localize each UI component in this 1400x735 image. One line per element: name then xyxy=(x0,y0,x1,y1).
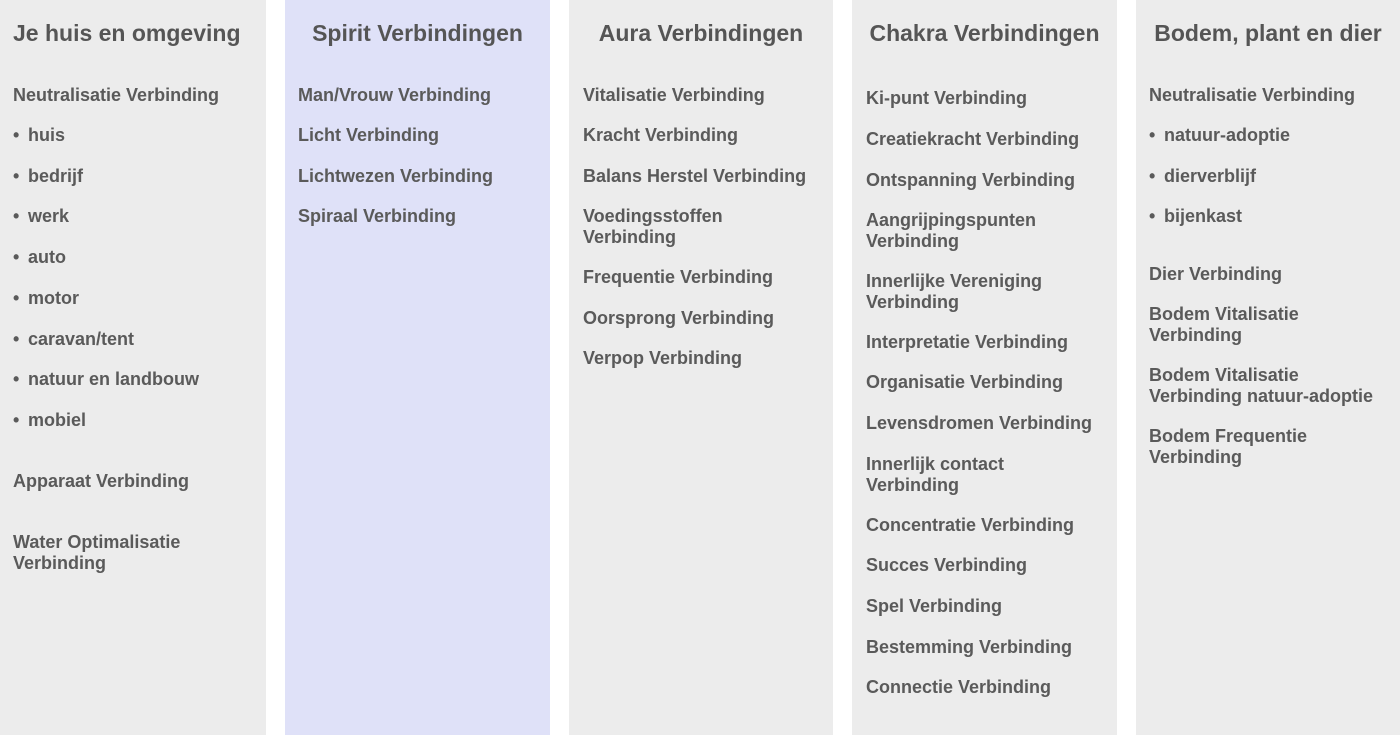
menu-link-bestemming-verbinding[interactable] xyxy=(866,637,1072,658)
menu-link-label: mobiel xyxy=(28,410,87,430)
menu-link-caravan-tent[interactable] xyxy=(13,329,134,350)
menu-link-dier-verbinding[interactable] xyxy=(1149,264,1282,285)
menu-link-label: Innerlijk contact Verbinding xyxy=(866,454,1005,495)
menu-link-label: dierverblijf xyxy=(1164,166,1257,186)
bullet-icon xyxy=(1149,206,1164,226)
menu-link-label: Levensdromen Verbinding xyxy=(866,413,1093,433)
menu-link-innerlijk-contact-verbinding[interactable] xyxy=(866,454,1004,495)
menu-link-label: Kracht Verbinding xyxy=(583,125,739,145)
menu-link-label: Voedingsstoffen Verbinding xyxy=(583,206,723,247)
menu-link-neutralisatie-verbinding[interactable] xyxy=(13,85,219,106)
menu-link-label: Aangrijpingspunten Verbinding xyxy=(866,210,1036,251)
menu-link-bodem-vitalisatie-verbinding-natuur-adoptie[interactable] xyxy=(1149,365,1373,406)
menu-link-organisatie-verbinding[interactable] xyxy=(866,372,1063,393)
menu-link-label: Bodem Vitalisatie Verbinding xyxy=(1149,304,1299,345)
bullet-icon xyxy=(13,410,28,430)
menu-link-concentratie-verbinding[interactable] xyxy=(866,515,1074,536)
menu-link-water-optimalisatie-verbinding[interactable] xyxy=(13,532,180,573)
menu-link-vitalisatie-verbinding[interactable] xyxy=(583,85,765,106)
bullet-icon xyxy=(13,125,28,145)
menu-link-neutralisatie-verbinding[interactable] xyxy=(1149,85,1355,106)
bullet-icon xyxy=(13,166,28,186)
column-spirit-verbindingen xyxy=(285,0,550,735)
menu-link-label: caravan/tent xyxy=(28,329,135,349)
menu-link-dierverblijf[interactable] xyxy=(1149,166,1256,187)
menu-link-label: Bodem Frequentie Verbinding xyxy=(1149,426,1308,467)
menu-link-werk[interactable] xyxy=(13,206,69,227)
menu-link-spel-verbinding[interactable] xyxy=(866,596,1002,617)
menu-link-label: Balans Herstel Verbinding xyxy=(583,166,807,186)
menu-link-label: auto xyxy=(28,247,66,267)
bullet-icon xyxy=(13,288,28,308)
menu-link-auto[interactable] xyxy=(13,247,66,268)
menu-link-label: Bodem Vitalisatie Verbinding natuur-adoptie xyxy=(1149,365,1373,406)
column-je-huis-en-omgeving xyxy=(0,0,266,735)
menu-link-label: Licht Verbinding xyxy=(298,125,440,145)
menu-link-connectie-verbinding[interactable] xyxy=(866,677,1051,698)
menu-link-man-vrouw-verbinding[interactable] xyxy=(298,85,491,106)
menu-link-ontspanning-verbinding[interactable] xyxy=(866,170,1075,191)
menu-link-voedingsstoffen-verbinding[interactable] xyxy=(583,206,723,247)
menu-link-bijenkast[interactable] xyxy=(1149,206,1242,227)
menu-link-bedrijf[interactable] xyxy=(13,166,83,187)
menu-link-label: Neutralisatie Verbinding xyxy=(1149,85,1356,105)
menu-link-huis[interactable] xyxy=(13,125,65,146)
menu-link-label: Man/Vrouw Verbinding xyxy=(298,85,492,105)
menu-link-label: Lichtwezen Verbinding xyxy=(298,166,494,186)
menu-link-innerlijke-vereniging-verbinding[interactable] xyxy=(866,271,1042,312)
menu-link-lichtwezen-verbinding[interactable] xyxy=(298,166,493,187)
column-bodem-plant-en-dier xyxy=(1136,0,1400,735)
menu-link-label: Oorsprong Verbinding xyxy=(583,308,775,328)
column-title: Chakra Verbindingen xyxy=(869,20,1100,46)
menu-link-verpop-verbinding[interactable] xyxy=(583,348,742,369)
menu-link-interpretatie-verbinding[interactable] xyxy=(866,332,1068,353)
menu-link-natuur-en-landbouw[interactable] xyxy=(13,369,199,390)
menu-link-label: bedrijf xyxy=(28,166,84,186)
menu-link-bodem-vitalisatie-verbinding[interactable] xyxy=(1149,304,1299,345)
bullet-icon xyxy=(13,206,28,226)
menu-link-balans-herstel-verbinding[interactable] xyxy=(583,166,806,187)
menu-link-natuur-adoptie[interactable] xyxy=(1149,125,1290,146)
menu-link-label: Dier Verbinding xyxy=(1149,264,1283,284)
menu-link-aangrijpingspunten-verbinding[interactable] xyxy=(866,210,1036,251)
menu-link-label: Ki-punt Verbinding xyxy=(866,88,1027,108)
menu-link-label: Bestemming Verbinding xyxy=(866,637,1073,657)
menu-link-apparaat-verbinding[interactable] xyxy=(13,471,189,492)
menu-link-label: Spel Verbinding xyxy=(866,596,1003,616)
menu-link-label: werk xyxy=(28,206,70,226)
menu-link-label: bijenkast xyxy=(1164,206,1243,226)
menu-link-label: natuur en landbouw xyxy=(28,369,199,389)
menu-link-bodem-frequentie-verbinding[interactable] xyxy=(1149,426,1307,467)
menu-link-label: Frequentie Verbinding xyxy=(583,267,774,287)
menu-link-label: Vitalisatie Verbinding xyxy=(583,85,765,105)
menu-link-kracht-verbinding[interactable] xyxy=(583,125,738,146)
menu-link-spiraal-verbinding[interactable] xyxy=(298,206,456,227)
menu-link-levensdromen-verbinding[interactable] xyxy=(866,413,1092,434)
menu-link-label: Water Optimalisatie Verbinding xyxy=(13,532,181,573)
bullet-icon xyxy=(13,369,28,389)
menu-link-label: Creatiekracht Verbinding xyxy=(866,129,1080,149)
menu-link-label: Interpretatie Verbinding xyxy=(866,332,1069,352)
column-title: Je huis en omgeving xyxy=(13,20,241,46)
bullet-icon xyxy=(13,329,28,349)
menu-link-creatiekracht-verbinding[interactable] xyxy=(866,129,1079,150)
column-chakra-verbindingen xyxy=(852,0,1117,735)
column-aura-verbindingen xyxy=(569,0,833,735)
menu-link-label: Apparaat Verbinding xyxy=(13,471,190,491)
menu-link-label: Concentratie Verbinding xyxy=(866,515,1075,535)
menu-link-motor[interactable] xyxy=(13,288,79,309)
menu-link-label: Spiraal Verbinding xyxy=(298,206,457,226)
bullet-icon xyxy=(1149,166,1164,186)
menu-link-mobiel[interactable] xyxy=(13,410,86,431)
menu-link-succes-verbinding[interactable] xyxy=(866,555,1027,576)
column-title: Spirit Verbindingen xyxy=(312,20,523,46)
menu-link-label: Succes Verbinding xyxy=(866,555,1028,575)
menu-link-label: Organisatie Verbinding xyxy=(866,372,1064,392)
menu-link-label: Ontspanning Verbinding xyxy=(866,170,1075,190)
column-title: Aura Verbindingen xyxy=(598,20,804,46)
bullet-icon xyxy=(13,247,28,267)
menu-link-label: Innerlijke Vereniging Verbinding xyxy=(866,271,1043,312)
menu-link-ki-punt-verbinding[interactable] xyxy=(866,88,1027,109)
bullet-icon xyxy=(1149,125,1164,145)
column-title: Bodem, plant en dier xyxy=(1154,20,1382,46)
menu-link-frequentie-verbinding[interactable] xyxy=(583,267,773,288)
menu-link-label: huis xyxy=(28,125,66,145)
menu-link-label: Verpop Verbinding xyxy=(583,348,743,368)
menu-link-label: Neutralisatie Verbinding xyxy=(13,85,220,105)
menu-link-label: natuur-adoptie xyxy=(1164,125,1290,145)
menu-link-label: Connectie Verbinding xyxy=(866,677,1052,697)
menu-link-licht-verbinding[interactable] xyxy=(298,125,439,146)
menu-link-oorsprong-verbinding[interactable] xyxy=(583,308,774,329)
menu-link-label: motor xyxy=(28,288,79,308)
